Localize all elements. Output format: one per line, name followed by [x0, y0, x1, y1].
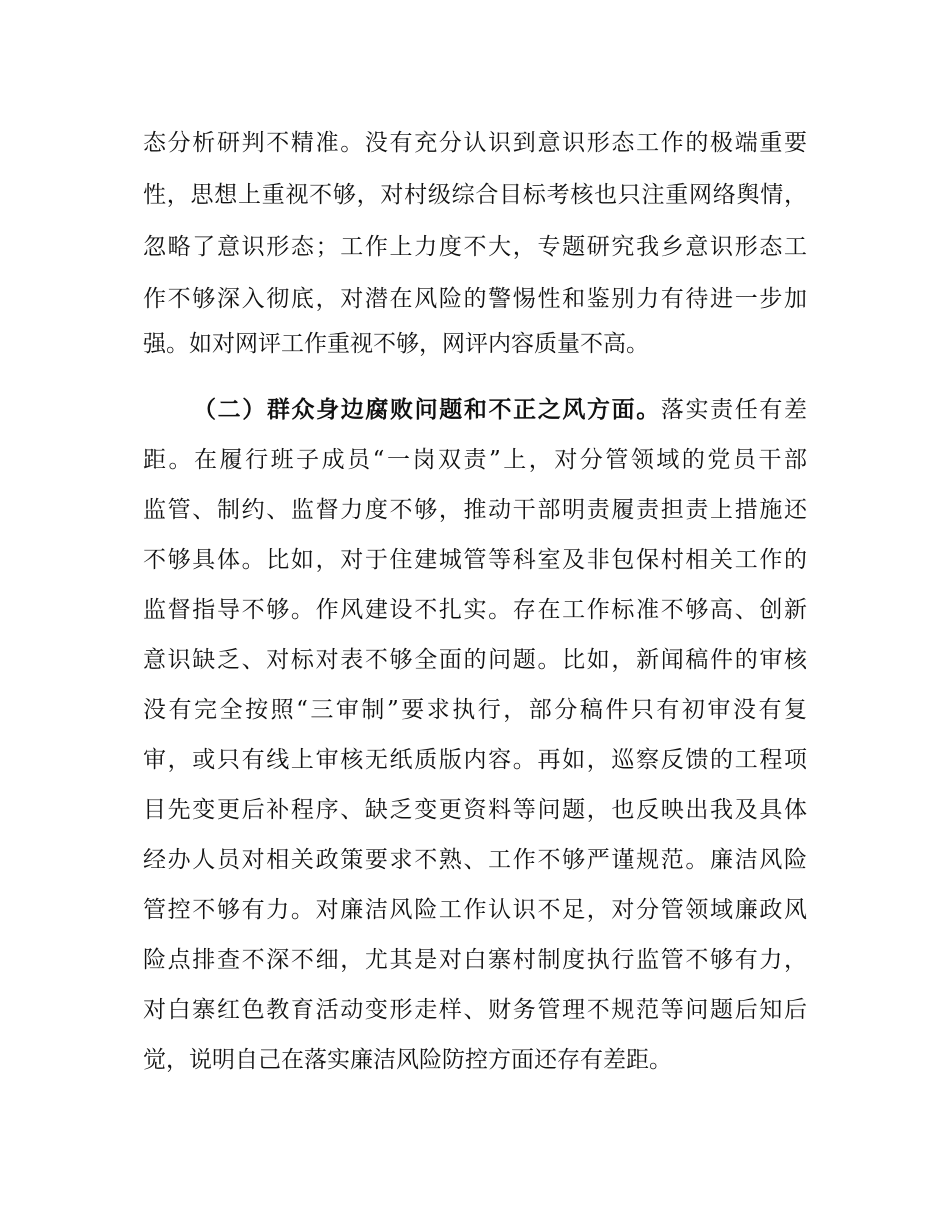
paragraph-2-line-4: 不够具体。比如，对于住建城管等科室及非包保村相关工作的	[143, 547, 807, 573]
paragraph-2-line-10: 经办人员对相关政策要求不熟、工作不够严谨规范。廉洁风险	[143, 847, 807, 873]
paragraph-2-line-2: 距。在履行班子成员“一岗双责”上，对分管领域的党员干部	[143, 447, 807, 473]
paragraph-2-line-9: 目先变更后补程序、缺乏变更资料等问题，也反映出我及具体	[143, 797, 807, 823]
paragraph-2-line-7: 没有完全按照“三审制”要求执行，部分稿件只有初审没有复	[143, 697, 807, 723]
paragraph-2-line-8: 审，或只有线上审核无纸质版内容。再如，巡察反馈的工程项	[143, 747, 807, 773]
paragraph-2-line-11: 管控不够有力。对廉洁风险工作认识不足，对分管领域廉政风	[143, 897, 807, 923]
paragraph-2-line-6: 意识缺乏、对标对表不够全面的问题。比如，新闻稿件的审核	[143, 647, 807, 673]
paragraph-1-line-1: 态分析研判不精准。没有充分认识到意识形态工作的极端重要	[143, 130, 807, 156]
paragraph-2-line-3: 监管、制约、监督力度不够，推动干部明责履责担责上措施还	[143, 497, 807, 523]
paragraph-2-line-13: 对白寨红色教育活动变形走样、财务管理不规范等问题后知后	[143, 997, 807, 1023]
paragraph-2-line-1	[193, 390, 807, 430]
paragraph-2-line-14: 觉，说明自己在落实廉洁风险防控方面还存有差距。	[143, 1047, 672, 1073]
section-heading: （二）群众身边腐败问题和不正之风方面。	[193, 397, 661, 423]
section-heading-rest: 落实责任有差	[660, 397, 807, 423]
paragraph-1-line-3: 忽略了意识形态；工作上力度不大，专题研究我乡意识形态工	[143, 234, 807, 260]
paragraph-1-line-2: 性，思想上重视不够，对村级综合目标考核也只注重网络舆情，	[143, 182, 807, 208]
paragraph-2-line-5: 监督指导不够。作风建设不扎实。存在工作标准不够高、创新	[143, 597, 807, 623]
paragraph-1-line-5: 强。如对网评工作重视不够，网评内容质量不高。	[143, 331, 649, 357]
paragraph-1-line-4: 作不够深入彻底，对潜在风险的警惕性和鉴别力有待进一步加	[143, 286, 807, 312]
paragraph-2-line-12: 险点排查不深不细，尤其是对白寨村制度执行监管不够有力，	[143, 947, 807, 973]
